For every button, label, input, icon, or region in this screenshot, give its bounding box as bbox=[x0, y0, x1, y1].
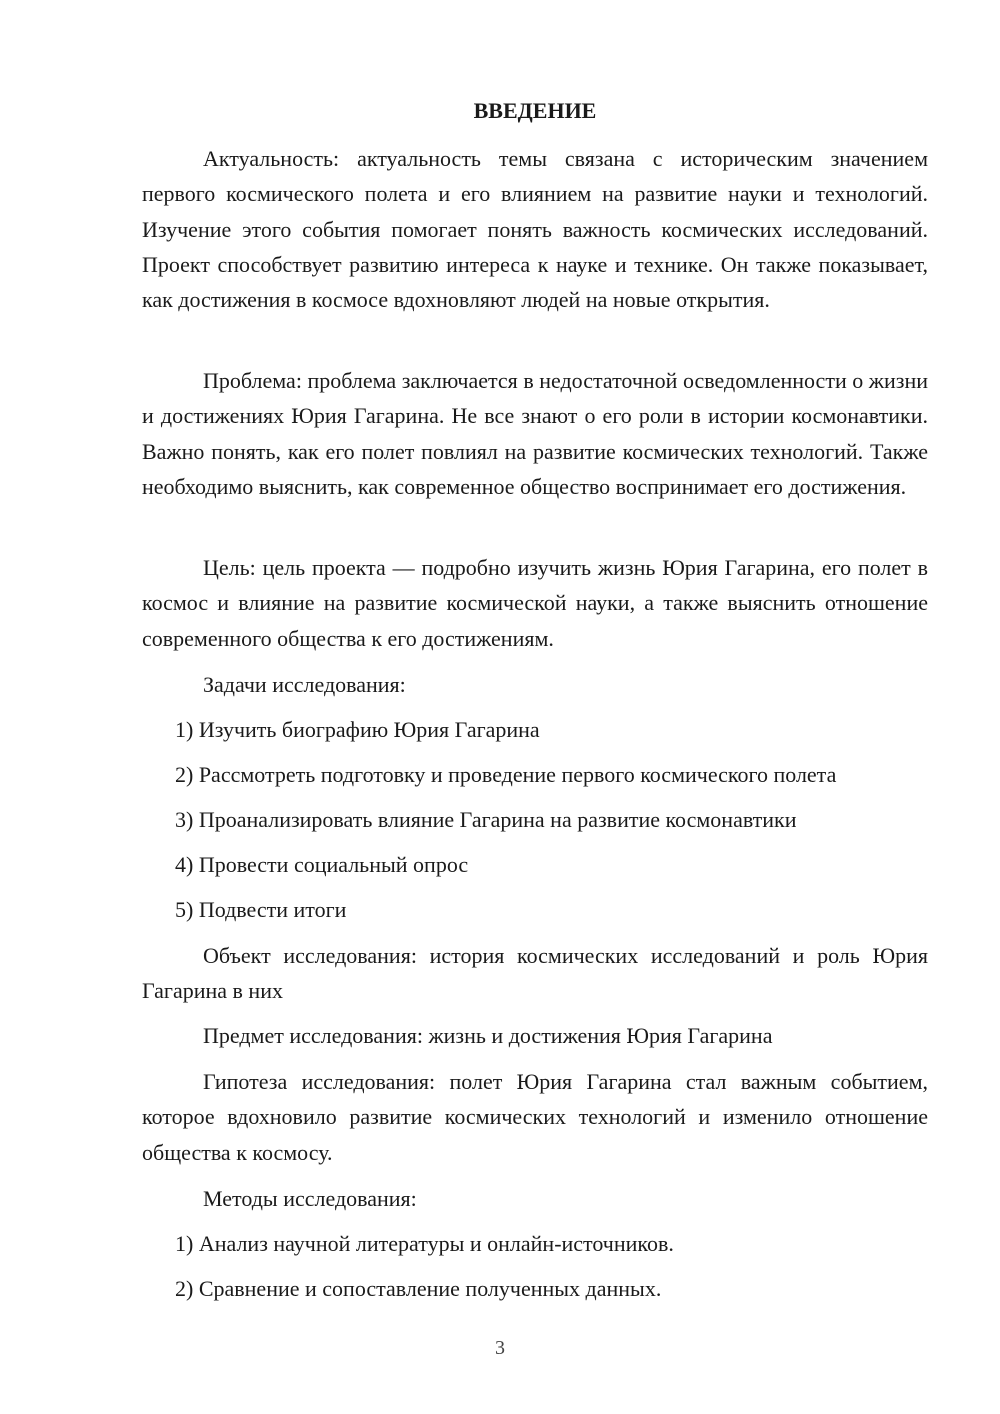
task-item: 3) Проанализировать влияние Гагарина на развитие космонавтики bbox=[175, 807, 797, 832]
task-item: 5) Подвести итоги bbox=[175, 897, 347, 922]
method-item: 2) Сравнение и сопоставление полученных данных. bbox=[175, 1276, 662, 1301]
tasks-heading: Задачи исследования: bbox=[203, 672, 406, 697]
method-item: 1) Анализ научной литературы и онлайн-источников. bbox=[175, 1231, 674, 1256]
task-item: 4) Провести социальный опрос bbox=[175, 852, 469, 877]
task-item: 1) Изучить биографию Юрия Гагарина bbox=[175, 717, 540, 742]
page-number: 3 bbox=[495, 1337, 505, 1359]
paragraph-subject: Предмет исследования: жизнь и достижения Юрия Гагарина bbox=[203, 1023, 773, 1048]
paragraph-relevance: Актуальность: актуальность темы связана с историческим значением первого космического полета и его влиянием на развитие науки и технологий. Изучение этого события помогает понять важность космических исследований. Проект способствует развитию интереса к науке и технике. Он также показывает, как достижения в космосе вдохновляют людей на новые открытия. bbox=[142, 146, 928, 313]
paragraph-problem: Проблема: проблема заключается в недостаточной осведомленности о жизни и достижениях Юрия Гагарина. Не все знают о его роли в истории космонавтики. Важно понять, как его полет повлиял на развитие космических технологий. Также необходимо выяснить, как современное общество воспринимает его достижения. bbox=[142, 368, 928, 499]
task-item: 2) Рассмотреть подготовку и проведение первого космического полета bbox=[175, 762, 837, 787]
methods-heading: Методы исследования: bbox=[203, 1186, 417, 1211]
paragraph-object: Объект исследования: история космических исследований и роль Юрия Гагарина в них bbox=[142, 943, 928, 1004]
section-title: ВВЕДЕНИЕ bbox=[473, 98, 597, 123]
paragraph-hypothesis: Гипотеза исследования: полет Юрия Гагарина стал важным событием, которое вдохновило развитие космических технологий и изменило отношение общества к космосу. bbox=[142, 1069, 928, 1165]
paragraph-goal: Цель: цель проекта — подробно изучить жизнь Юрия Гагарина, его полет в космос и влияние на развитие космической науки, а также выяснить отношение современного общества к его достижениям. bbox=[142, 555, 928, 651]
